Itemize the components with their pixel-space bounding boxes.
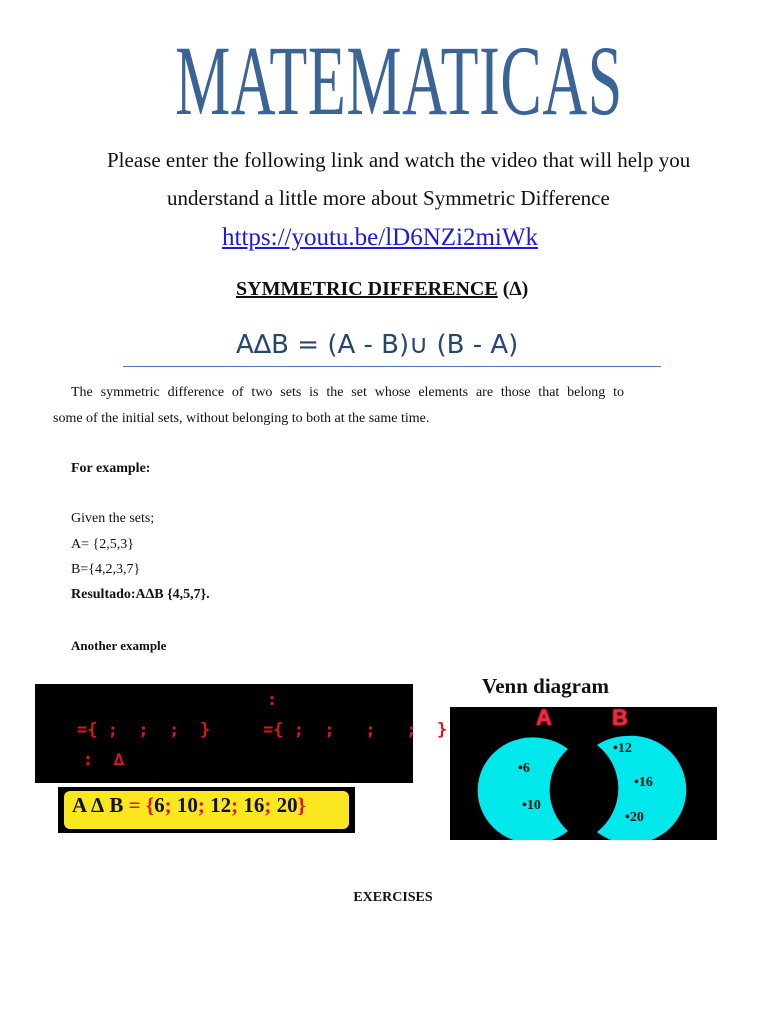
venn-label-a: A bbox=[536, 705, 552, 730]
page-title: MATEMATICAS bbox=[175, 25, 623, 136]
exercises-heading: EXERCISES bbox=[353, 890, 433, 905]
venn-shapes bbox=[450, 707, 717, 840]
venn-b-element: •16 bbox=[634, 775, 653, 790]
venn-diagram bbox=[450, 707, 717, 840]
example-heading: For example: bbox=[71, 461, 151, 476]
result-equals: = bbox=[128, 793, 141, 817]
section-heading-symbol: (∆) bbox=[502, 278, 529, 300]
result-separator: ; bbox=[164, 793, 172, 817]
result-value: 16 bbox=[243, 793, 265, 817]
another-example-heading: Another example bbox=[71, 638, 167, 653]
example-given: Given the sets; bbox=[71, 511, 155, 526]
result-value: 10 bbox=[176, 793, 198, 817]
section-heading bbox=[236, 278, 528, 301]
panel-line-2-left: ={ ; ; ; } bbox=[77, 720, 211, 740]
venn-a-element: •10 bbox=[522, 798, 541, 813]
result-close-brace: } bbox=[297, 793, 306, 817]
venn-b-element: •12 bbox=[613, 741, 632, 756]
result-separator: ; bbox=[231, 793, 239, 817]
example-result: Resultado:A∆B {4,5,7}. bbox=[71, 587, 210, 602]
result-value: 6 bbox=[154, 793, 165, 817]
venn-a-element: •6 bbox=[518, 761, 530, 776]
result-value: 12 bbox=[210, 793, 232, 817]
example-set-b: B={4,2,3,7} bbox=[71, 562, 141, 577]
venn-set-a-region bbox=[478, 737, 568, 840]
panel-line-3: : ∆ bbox=[83, 750, 124, 770]
intro-line-2: understand a little more about Symmetric Difference bbox=[167, 186, 610, 210]
result-open-brace: { bbox=[145, 793, 155, 817]
formula-divider bbox=[123, 366, 661, 367]
result-content bbox=[64, 791, 349, 829]
venn-label-b: B bbox=[612, 705, 628, 730]
symmetric-difference-formula: A∆B = (A - B)∪ (B - A) bbox=[236, 330, 519, 360]
section-heading-text: SYMMETRIC DIFFERENCE bbox=[236, 278, 498, 300]
result-prefix: A ∆ B bbox=[72, 793, 124, 817]
result-separator: ; bbox=[197, 793, 205, 817]
example-set-a: A= {2,5,3} bbox=[71, 537, 134, 552]
intro-line-1: Please enter the following link and watch the video that will help you bbox=[107, 148, 691, 172]
result-separator: ; bbox=[264, 793, 272, 817]
definition-line-2: some of the initial sets, without belonging to both at the same time. bbox=[53, 411, 430, 426]
definition-line-1: The symmetric difference of two sets is the set whose elements are those that belong to bbox=[71, 385, 624, 400]
result-box bbox=[58, 787, 355, 833]
result-value: 20 bbox=[276, 793, 298, 817]
venn-title: Venn diagram bbox=[482, 674, 609, 698]
video-link[interactable]: https://youtu.be/lD6NZi2miWk bbox=[222, 224, 538, 251]
panel-line-2-right: ={ ; ; ; ; } bbox=[263, 720, 448, 740]
panel-line-1: : bbox=[267, 690, 278, 710]
venn-b-element: •20 bbox=[625, 810, 644, 825]
example-panel bbox=[35, 684, 448, 783]
